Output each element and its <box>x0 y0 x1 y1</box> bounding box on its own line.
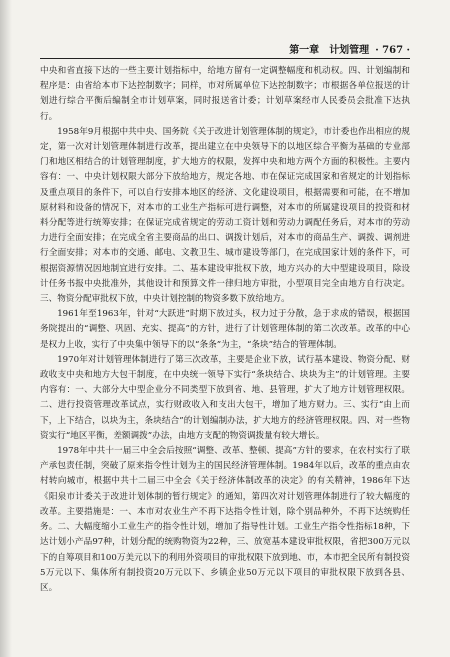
chapter-label: 第一章 <box>289 45 320 56</box>
binding-shadow <box>0 0 12 657</box>
paragraph-1: 中央和省直接下达的一些主要计划指标中，给地方留有一定调整幅度和机动权。四、计划编制和程序是：由省给本市下达控制数字；同样，市对所属单位下达控制数字；市根据各单位报送的计划进行综合平衡后编制全市计划草案，同时报送省计委；计划草案经市人民委员会批准下达执行。 <box>40 66 410 122</box>
paragraph-2: 1958年9月根据中共中央、国务院《关于改进计划管理体制的规定》，市计委也作出相应的规定，第一次对计划管理体制进行改革，提出建立在中央领导下的以地区综合平衡为基础的专业部门和地区相结合的计划管理制度，扩大地方的权限，发挥中央和地方两个方面的积极性。主要内容有：一、中央计划权限大部分下放给地方，规定各地、市在保证完成国家和省规定的计划指标及重点项目的条件下，可以自行安排本地区的经济、文化建设项目，根据需要和可能，在不增加原材料和设备的情况下，对本市的工业生产指标可进行调整，对本市的所属建设项目的投资和材料分配等进行统筹安排；在保证完成省规定的劳动工资计划和劳动力调配任务后，对本市的劳动力进行全面安排；在完成全省主要商品的出口、调拨计划后，对本市的商品生产、调拨、调剂进行全面安排；对本市的交通、邮电、文教卫生、城市建设等部门，在完成国家计划的条件下，可根据资源情况因地制宜进行安排。二、基本建设审批权下放，地方兴办的大中型建设项目，除设计任务书报中央批准外，其他设计和预算文件一律归地方审批，小型项目完全由地方自行决定。三、物资分配审批权下放，中央计划控制的物资多数下放给地方。 <box>40 126 410 305</box>
page-number: · 767 · <box>375 45 410 56</box>
paragraph-5: 1978年中共十一届三中全会后按照“调整、改革、整顿、提高”方针的要求，在农村实行了联产承包责任制，突破了原来指令性计划为主的国民经济管理体制。1984年以后，改革的重点由农村转向城市，根据中共十二届三中全会《关于经济体制改革的决定》的有关精神，1986年下达《阳泉市计委关于改进计划体制的暂行规定》的通知，第四次对计划管理体制进行了较大幅度的改革。主要措施是：一、本市对农业生产不再下达指令性计划，除个别品种外，不再下达统购任务。二、大幅度缩小工业生产的指令性计划，增加了指导性计划。工业生产指令性指标18种，下达计划小产品97种，计划分配的统购物资为22种，三、放宽基本建设审批权限，省把300万元以下的自筹项目和100万美元以下的利用外资项目的审批权限下放到地、市，本市把全民所有制投资5万元以下、集体所有制投资20万元以下、乡镇企业50万元以下项目的审批权限下放到各县、区。 <box>40 446 410 593</box>
section-label: 计划管理 <box>329 45 370 56</box>
paragraph-4: 1970年对计划管理体制进行了第三次改革，主要是企业下放，试行基本建设、物资分配、财政收支中央和地方大包干制度，在中央统一领导下实行“条块结合、块块为主”的计划管理。主要内容有：一、大部分大中型企业分不同类型下放到省、地、县管理，扩大了地方计划管理权限。二、进行投资管理改革试点，实行财政收入和支出大包干，增加了地方财力。三、实行“由上而下，上下结合，以块为主，条块结合”的计划编制办法，扩大地方的经济管理权限。四、对一些物资实行“地区平衡，差额调拨”办法，由地方支配的物资调拨量有较大增长。 <box>40 354 410 441</box>
body-text <box>40 64 410 596</box>
running-header <box>40 40 410 59</box>
paragraph-3: 1961年至1963年，针对“大跃进”时期下放过头，权力过于分散，急于求成的错误，根据国务院提出的“调整、巩固、充实、提高”的方针，进行了计划管理体制的第二次改革。改革的中心是权力上收，实行了中央集中领导下的以“条条”为主，“条块”结合的管理体制。 <box>40 309 410 350</box>
